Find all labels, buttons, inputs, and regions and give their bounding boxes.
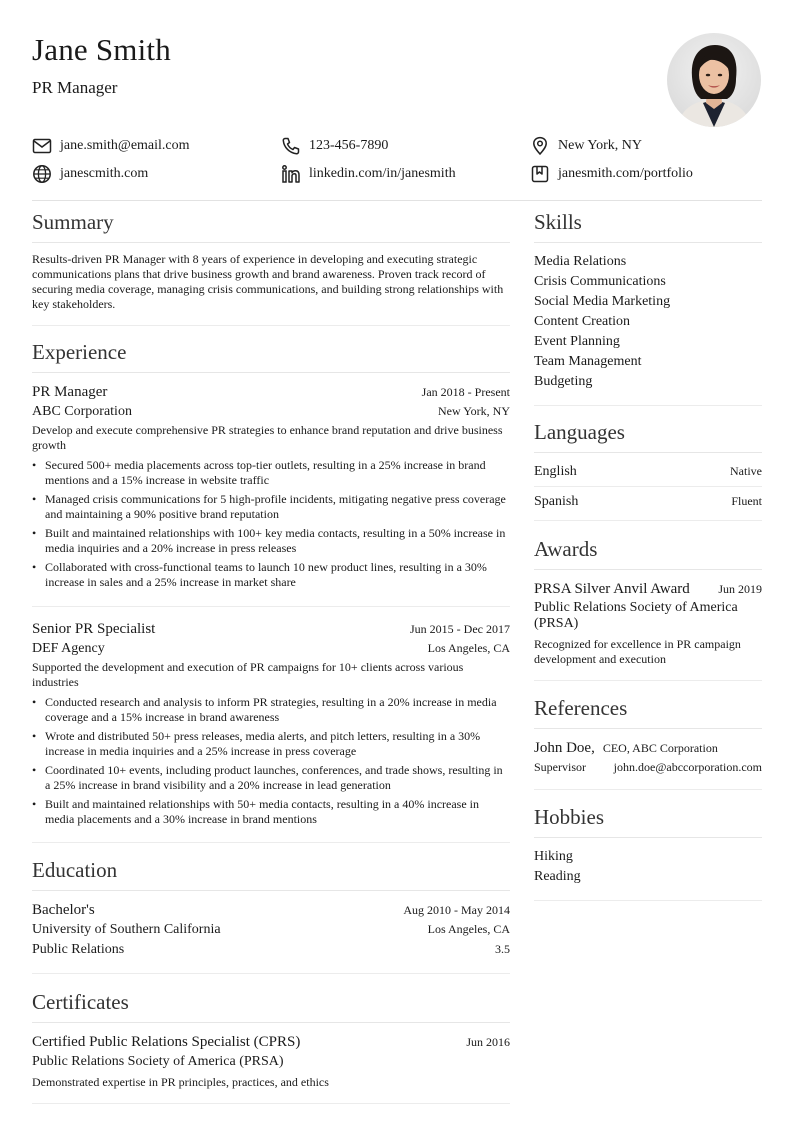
- candidate-role: PR Manager: [32, 78, 118, 97]
- contact-linkedin[interactable]: [281, 164, 456, 184]
- certificates-heading: Certificates: [32, 988, 510, 1023]
- job-title: PR Manager: [32, 384, 108, 400]
- education-section: [32, 856, 510, 974]
- skill-item: Media Relations: [534, 254, 627, 269]
- job-bullets: [32, 695, 510, 827]
- job-bullet: • Managed crisis communications for 5 high-profile incidents, mitigating negative press coverage and maintaining a 90% positive brand reputation: [32, 492, 510, 522]
- contact-linkedin-text: linkedin.com/in/janesmith: [309, 166, 456, 181]
- language-name: Spanish: [534, 494, 579, 509]
- job-description: Supported the development and execution of PR campaigns for 10+ clients across various industries: [32, 660, 464, 689]
- language-name: English: [534, 464, 577, 479]
- contact-website-text: janescmith.com: [60, 166, 149, 181]
- skill-item: Team Management: [534, 354, 642, 369]
- education-location: Los Angeles, CA: [427, 922, 510, 936]
- location-pin-icon: [530, 136, 550, 156]
- job-bullet: • Collaborated with cross-functional teams to launch 10 new product lines, resulting in a 30% increase in sales and a 25% increase in market share: [32, 560, 510, 590]
- awards-section: [534, 535, 762, 681]
- globe-icon: [32, 164, 52, 184]
- skill-item: Event Planning: [534, 334, 620, 349]
- references-heading: References: [534, 694, 762, 729]
- job-company: ABC Corporation: [32, 404, 132, 419]
- skill-item: Content Creation: [534, 314, 631, 329]
- contact-location: [530, 136, 642, 156]
- award-name: PRSA Silver Anvil Award: [534, 581, 690, 597]
- phone-icon: [281, 136, 301, 156]
- job-location: Los Angeles, CA: [427, 641, 510, 655]
- job-bullet: • Wrote and distributed 50+ press releases, media alerts, and pitch letters, resulting in a 30% increase in media inquiries and a 25% increase in press coverage: [32, 729, 510, 759]
- education-heading: Education: [32, 856, 510, 891]
- job-bullet: • Built and maintained relationships with 50+ media contacts, resulting in a 40% increase in media placements and a 30% increase in brand mentions: [32, 797, 510, 827]
- field-of-study: Public Relations: [32, 942, 125, 957]
- job-bullet: • Secured 500+ media placements across top-tier outlets, resulting in a 25% increase in brand mentions and a 15% increase in website traffic: [32, 458, 510, 488]
- job-date: Jun 2015 - Dec 2017: [410, 622, 510, 636]
- summary-heading: Summary: [32, 208, 510, 243]
- candidate-name: Jane Smith: [32, 32, 171, 67]
- certificates-section: [32, 988, 510, 1104]
- job-company: DEF Agency: [32, 641, 105, 656]
- awards-heading: Awards: [534, 535, 762, 570]
- avatar: [667, 33, 761, 127]
- job-bullets: [32, 458, 510, 590]
- reference-name: John Doe,: [534, 740, 595, 756]
- hobbies-section: [534, 803, 762, 901]
- hobby-item: Hiking: [534, 849, 573, 864]
- job-bullet: • Conducted research and analysis to inform PR strategies, resulting in a 20% increase in media coverage and a 15% increase in brand awareness: [32, 695, 510, 725]
- summary-text: Results-driven PR Manager with 8 years of experience in developing and executing strategic communications plans that drive business growth and brand awareness. Proven track record of securing media coverage, managing crisis communications, and building strong relationships with key stakeholders.: [32, 252, 504, 311]
- contact-email[interactable]: [32, 136, 190, 156]
- award-date: Jun 2019: [718, 582, 762, 596]
- skill-item: Crisis Communications: [534, 274, 666, 289]
- job-location: New York, NY: [437, 404, 510, 418]
- job-bullet: • Built and maintained relationships with 100+ key media contacts, resulting in a 50% increase in media inquiries and a 20% increase in press releases: [32, 526, 510, 556]
- job-entry: [32, 606, 510, 827]
- contact-phone[interactable]: [281, 136, 388, 156]
- degree: Bachelor's: [32, 902, 95, 918]
- reference-email[interactable]: john.doe@abccorporation.com: [613, 760, 762, 774]
- language-level: Fluent: [731, 494, 762, 508]
- hobby-item: Reading: [534, 869, 581, 884]
- school: University of Southern California: [32, 922, 221, 937]
- contact-email-text: jane.smith@email.com: [60, 138, 190, 153]
- bookmark-icon: [530, 164, 550, 184]
- reference-company: CEO, ABC Corporation: [602, 741, 718, 755]
- job-bullet: • Coordinated 10+ events, including product launches, conferences, and trade shows, resulting in a 25% increase in brand visibility and a 20% increase in lead generation: [32, 763, 510, 793]
- profile-photo-icon: [667, 33, 761, 127]
- mail-icon: [32, 136, 52, 156]
- job-description: Develop and execute comprehensive PR strategies to enhance brand reputation and drive business growth: [32, 423, 503, 452]
- language-item: [534, 457, 762, 486]
- skills-heading: Skills: [534, 208, 762, 243]
- language-level: Native: [730, 464, 762, 478]
- certificate-issuer: Public Relations Society of America (PRSA): [32, 1054, 284, 1069]
- experience-section: [32, 338, 510, 843]
- references-section: [534, 694, 762, 790]
- contact-location-text: New York, NY: [558, 138, 643, 153]
- main-column: [32, 208, 510, 1104]
- contact-phone-text: 123-456-7890: [309, 138, 389, 153]
- reference-role: Supervisor: [534, 760, 586, 774]
- job-title: Senior PR Specialist: [32, 621, 156, 637]
- certificate-name: Certified Public Relations Specialist (CPRS): [32, 1034, 301, 1050]
- summary-section: [32, 208, 510, 326]
- award-organization: Public Relations Society of America (PRSA): [534, 600, 738, 631]
- certificate-date: Jun 2016: [466, 1035, 510, 1049]
- job-date: Jan 2018 - Present: [421, 385, 510, 399]
- linkedin-icon: [281, 164, 301, 184]
- language-item: [534, 486, 762, 516]
- experience-heading: Experience: [32, 338, 510, 373]
- skills-section: [534, 208, 762, 406]
- header-divider: [32, 200, 762, 201]
- certificate-description: Demonstrated expertise in PR principles, practices, and ethics: [32, 1075, 329, 1089]
- award-description: Recognized for excellence in PR campaign development and execution: [534, 637, 741, 666]
- contact-website[interactable]: [32, 164, 148, 184]
- skill-item: Social Media Marketing: [534, 294, 671, 309]
- languages-heading: Languages: [534, 418, 762, 453]
- contact-portfolio-text: janesmith.com/portfolio: [558, 166, 693, 181]
- job-entry: [32, 382, 510, 590]
- contact-portfolio[interactable]: [530, 164, 693, 184]
- gpa: 3.5: [495, 942, 510, 956]
- side-column: [534, 208, 762, 901]
- hobbies-heading: Hobbies: [534, 803, 762, 838]
- languages-section: [534, 418, 762, 521]
- education-date: Aug 2010 - May 2014: [403, 903, 510, 917]
- skill-item: Budgeting: [534, 374, 593, 389]
